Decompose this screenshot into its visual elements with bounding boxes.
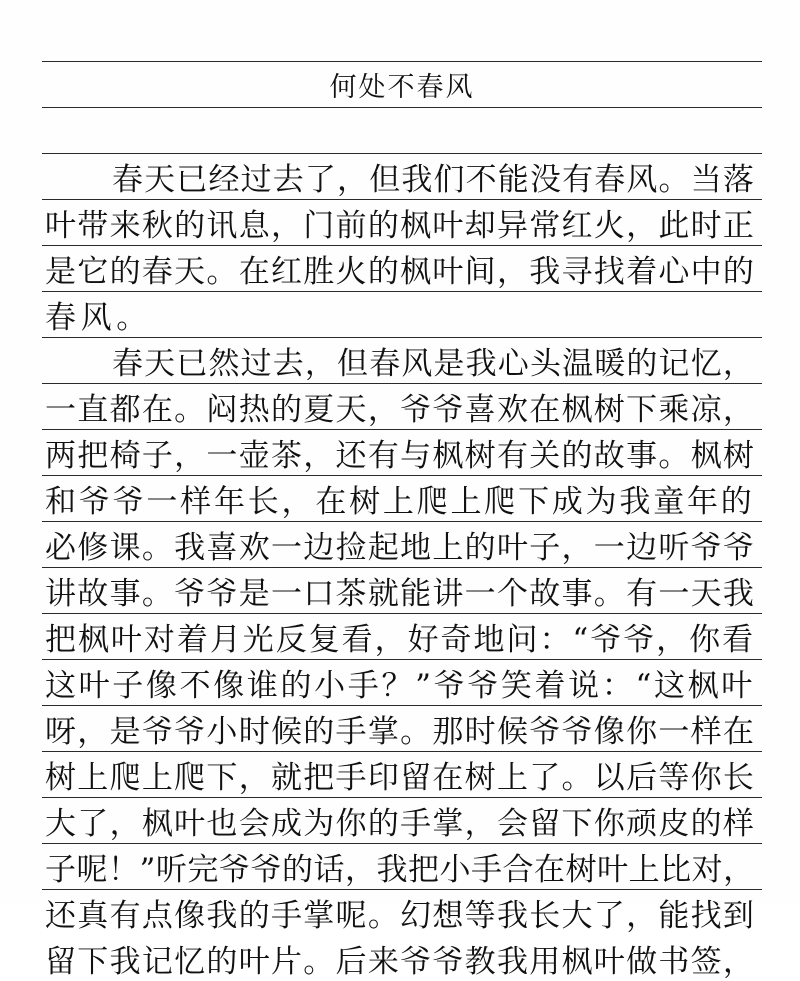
essay-line: 这叶子像不像谁的小手？”爷爷笑着说：“这枫叶 xyxy=(45,667,755,704)
essay-line: 春天已经过去了，但我们不能没有春风。当落 xyxy=(112,161,755,198)
essay-line: 讲故事。爷爷是一口茶就能讲一个故事。有一天我 xyxy=(45,575,756,612)
essay-line: 和爷爷一样年长，在树上爬上爬下成为我童年的 xyxy=(45,483,755,520)
essay-line: 春天已然过去，但春风是我心头温暖的记忆， xyxy=(112,345,755,382)
essay-title: 何处不春风 xyxy=(329,71,475,103)
ruled-line xyxy=(42,107,762,108)
essay-line: 留下我记忆的叶片。后来爷爷教我用枫叶做书签， xyxy=(45,943,756,980)
essay-line: 把枫叶对着月光反复看，好奇地问：“爷爷，你看 xyxy=(45,621,756,658)
essay-line: 大了，枫叶也会成为你的手掌，会留下你顽皮的样 xyxy=(45,805,756,842)
essay-line: 一直都在。闷热的夏天，爷爷喜欢在枫树下乘凉， xyxy=(45,391,756,428)
essay-line: 两把椅子，一壶茶，还有与枫树有关的故事。枫树 xyxy=(45,437,756,474)
essay-line: 叶带来秋的讯息，门前的枫叶却异常红火，此时正 xyxy=(45,207,756,244)
essay-line: 春风。 xyxy=(45,299,152,336)
essay-line: 还真有点像我的手掌呢。幻想等我长大了，能找到 xyxy=(45,897,756,934)
essay-line: 必修课。我喜欢一边捡起地上的叶子，一边听爷爷 xyxy=(45,529,756,566)
essay-line: 呀，是爷爷小时候的手掌。那时候爷爷像你一样在 xyxy=(45,713,756,750)
essay-line: 子呢！”听完爷爷的话，我把小手合在树叶上比对， xyxy=(45,851,755,888)
essay-line: 是它的春天。在红胜火的枫叶间，我寻找着心中的 xyxy=(45,253,756,290)
essay-line: 树上爬上爬下，就把手印留在树上了。以后等你长 xyxy=(45,759,756,796)
